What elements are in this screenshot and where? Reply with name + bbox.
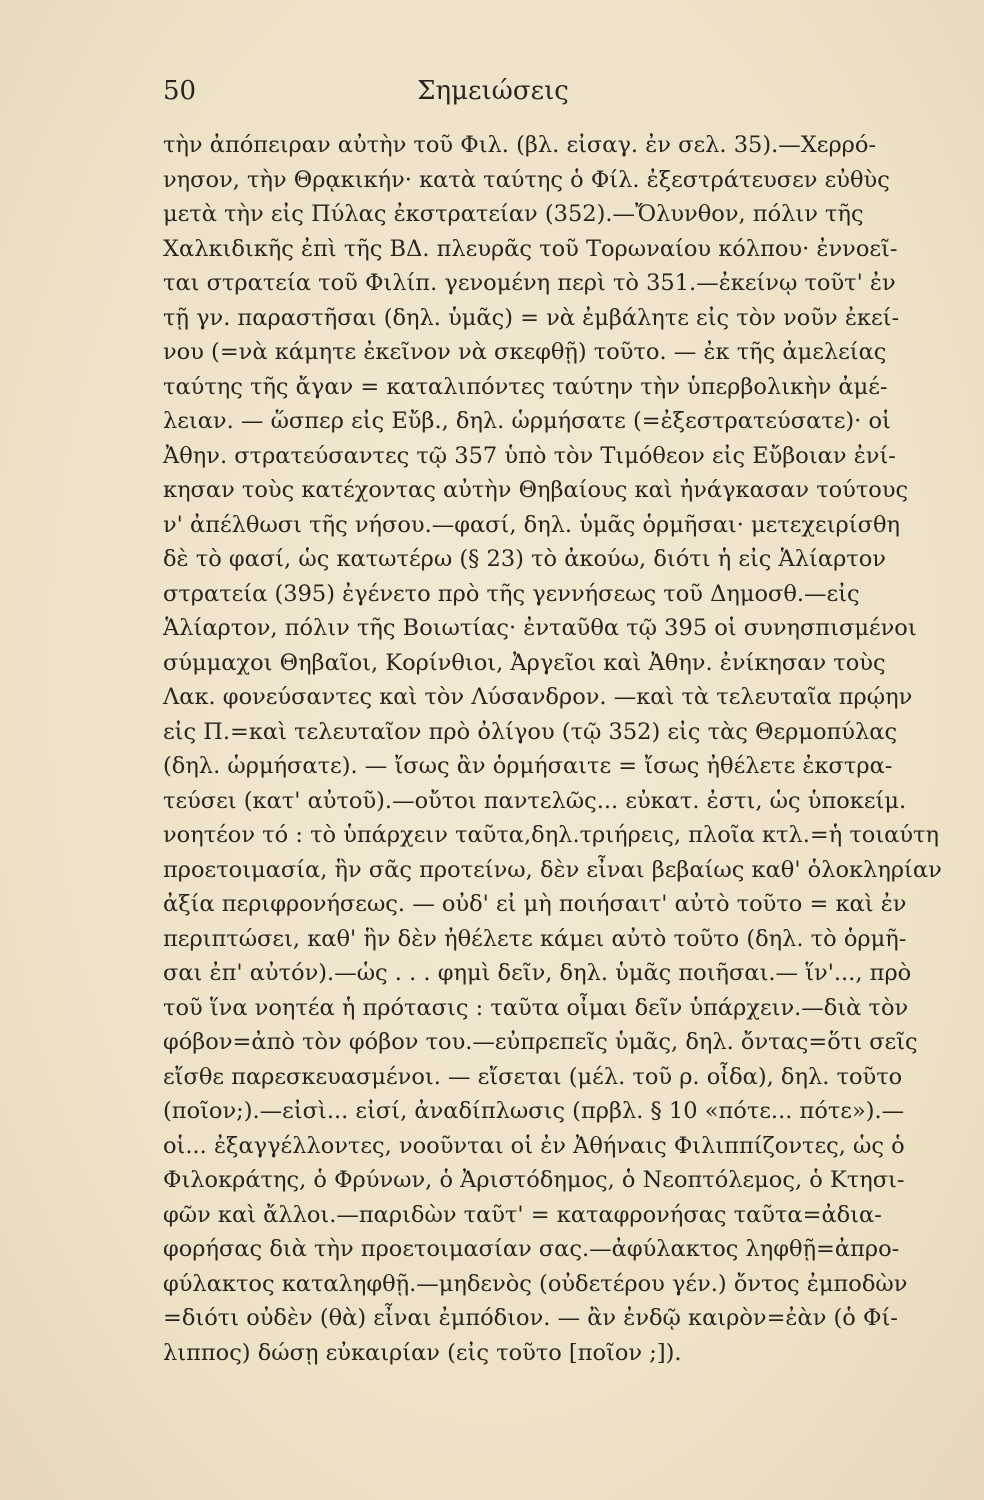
- text-line: λειαν. — ὥσπερ εἰς Εὔβ., δηλ. ὡρμήσατε (=ἐξεστρατεύσατε)· οἱ: [163, 408, 891, 434]
- text-line: κησαν τοὺς κατέχοντας αὐτὴν Θηβαίους καὶ ἠνάγκασαν τούτους: [163, 477, 909, 503]
- text-line: Φιλοκράτης, ὁ Φρύνων, ὁ Ἀριστόδημος, ὁ Νεοπτόλεμος, ὁ Κτησι-: [163, 1167, 905, 1193]
- text-line: σύμμαχοι Θηβαῖοι, Κορίνθιοι, Ἀργεῖοι καὶ Ἀθην. ἐνίκησαν τοὺς: [163, 649, 886, 676]
- text-line: ται στρατεία τοῦ Φιλίπ. γενομένη περὶ τὸ 351.—ἐκείνῳ τοῦτ' ἐν: [163, 270, 896, 296]
- text-line: μετὰ τὴν εἰς Πύλας ἐκστρατείαν (352).—Ὄλυνθον, πόλιν τῆς: [163, 201, 864, 227]
- text-line: νησον, τὴν Θρᾳκικήν· κατὰ ταύτης ὁ Φίλ. ἐξεστράτευσεν εὐθὺς: [163, 166, 890, 193]
- text-line: =διότι οὐδὲν (θὰ) εἶναι ἐμπόδιον. — ἂν ἐνδῷ καιρὸν=ἐὰν (ὁ Φί-: [163, 1305, 898, 1331]
- text-line: ταύτης τῆς ἄγαν = καταλιπόντες ταύτην τὴν ὑπερβολικὴν ἀμέ-: [163, 373, 888, 400]
- page-number: 50: [163, 76, 197, 106]
- text-line: νου (=νὰ κάμητε ἐκεῖνον νὰ σκεφθῇ) τοῦτο. — ἐκ τῆς ἀμελείας: [163, 339, 887, 365]
- text-line: φύλακτος καταληφθῇ.—μηδενὸς (οὐδετέρου γέν.) ὄντος ἐμποδὼν: [163, 1270, 908, 1297]
- text-line: Χαλκιδικῆς ἐπὶ τῆς ΒΔ. πλευρᾶς τοῦ Τορωναίου κόλπου· ἐννοεῖ-: [163, 235, 898, 262]
- text-line: δὲ τὸ φασί, ὡς κατωτέρω (§ 23) τὸ ἀκούω, διότι ἡ εἰς Ἁλίαρτον: [163, 546, 886, 572]
- text-line: τὴν ἀπόπειραν αὐτὴν τοῦ Φιλ. (βλ. εἰσαγ. ἐν σελ. 35).—Χερρό-: [163, 132, 877, 158]
- text-line: οἱ... ἐξαγγέλλοντες, νοοῦνται οἱ ἐν Ἀθήναις Φιλιππίζοντες, ὡς ὁ: [163, 1132, 905, 1159]
- notes-text: [163, 128, 942, 1370]
- text-line: Λακ. φονεύσαντες καὶ τὸν Λύσανδρον. —καὶ τὰ τελευταῖα πρῴην: [163, 684, 913, 710]
- text-line: (δηλ. ὡρμήσατε). — ἴσως ἂν ὁρμήσαιτε = ἴσως ἠθέλετε ἐκστρα-: [163, 753, 893, 779]
- text-line: σαι ἐπ' αὐτόν).—ὡς . . . φημὶ δεῖν, δηλ. ὑμᾶς ποιῆσαι.— ἵν'..., πρὸ: [163, 960, 912, 986]
- text-line: προετοιμασία, ἣν σᾶς προτείνω, δὲν εἶναι βεβαίως καθ' ὁλοκληρίαν: [163, 856, 942, 883]
- text-line: τῇ γν. παραστῆσαι (δηλ. ὑμᾶς) = νὰ ἐμβάλητε εἰς τὸν νοῦν ἐκεί-: [163, 304, 900, 331]
- text-line: Ἁλίαρτον, πόλιν τῆς Βοιωτίας· ἐνταῦθα τῷ 395 οἱ συνησπισμένοι: [163, 615, 917, 641]
- text-line: τοῦ ἵνα νοητέα ἡ πρότασις : ταῦτα οἶμαι δεῖν ὑπάρχειν.—διὰ τὸν: [163, 994, 909, 1021]
- text-line: εἰς Π.=καὶ τελευταῖον πρὸ ὀλίγου (τῷ 352) εἰς τὰς Θερμοπύλας: [163, 718, 898, 745]
- text-line: στρατεία (395) ἐγένετο πρὸ τῆς γεννήσεως τοῦ Δημοσθ.—εἰς: [163, 580, 860, 607]
- text-line: ἀξία περιφρονήσεως. — οὐδ' εἰ μὴ ποιήσαιτ' αὐτὸ τοῦτο = καὶ ἐν: [163, 891, 907, 917]
- running-title: Σημειώσεις: [417, 76, 569, 106]
- text-line: φορήσας διὰ τὴν προετοιμασίαν σας.—ἀφύλακτος ληφθῇ=ἀπρο-: [163, 1236, 900, 1262]
- text-line: (ποῖον;).—εἰσὶ... εἰσί, ἀναδίπλωσις (πρβλ. § 10 «πότε... πότε»).—: [163, 1098, 905, 1124]
- page-header: [163, 76, 823, 110]
- text-line: τεύσει (κατ' αὐτοῦ).—οὔτοι παντελῶς... εὐκατ. ἐστι, ὡς ὑποκείμ.: [163, 787, 907, 814]
- text-line: ν' ἀπέλθωσι τῆς νήσου.—φασί, δηλ. ὑμᾶς ὁρμῆσαι· μετεχειρίσθη: [163, 511, 900, 538]
- text-line: εἴσθε παρεσκευασμένοι. — εἴσεται (μέλ. τοῦ ρ. οἶδα), δηλ. τοῦτο: [163, 1063, 903, 1090]
- text-line: λιππος) δώσῃ εὐκαιρίαν (εἰς τοῦτο [ποῖον ;]).: [163, 1339, 682, 1366]
- text-line: φῶν καὶ ἄλλοι.—παριδὼν ταῦτ' = καταφρονήσας ταῦτα=ἀδια-: [163, 1201, 882, 1228]
- text-line: περιπτώσει, καθ' ἣν δὲν ἠθέλετε κάμει αὐτὸ τοῦτο (δηλ. τὸ ὁρμῆ-: [163, 925, 907, 952]
- text-line: φόβον=ἀπὸ τὸν φόβον του.—εὐπρεπεῖς ὑμᾶς, δηλ. ὄντας=ὅτι σεῖς: [163, 1029, 918, 1055]
- text-line: Ἀθην. στρατεύσαντες τῷ 357 ὑπὸ τὸν Τιμόθεον εἰς Εὔβοιαν ἐνί-: [163, 442, 896, 469]
- text-line: νοητέον τό : τὸ ὑπάρχειν ταῦτα,δηλ.τριήρεις, πλοῖα κτλ.=ἡ τοιαύτη: [163, 822, 939, 848]
